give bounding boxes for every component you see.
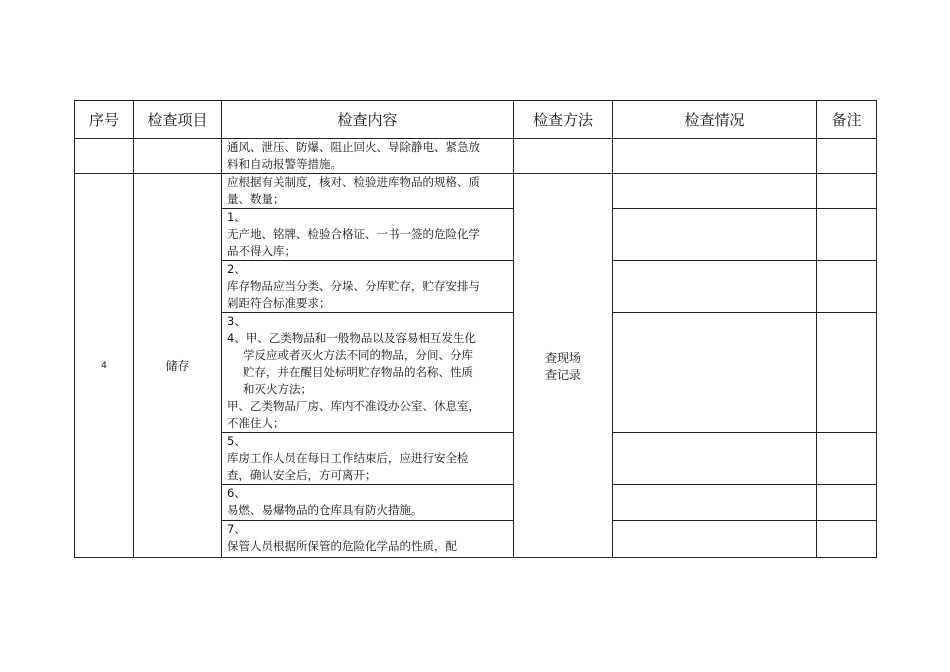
header-remark: 备注 — [817, 101, 877, 139]
remark-cell — [817, 174, 877, 209]
content-line: 库房工作人员在每日工作结束后，应进行安全检 — [227, 451, 469, 465]
content-line: 无产地、铭牌、检验合格证、一书一签的危险化学 — [227, 227, 480, 241]
status-cell — [613, 485, 817, 521]
content-cell — [222, 521, 514, 558]
content-line: 品不得入库； — [227, 244, 296, 258]
status-cell — [613, 433, 817, 485]
content-cell — [222, 313, 514, 433]
remark-cell — [817, 209, 877, 261]
status-cell — [613, 521, 817, 558]
status-cell — [613, 139, 817, 174]
content-line: 剁距符合标准要求； — [227, 296, 331, 310]
content-line: 5、 — [227, 434, 246, 448]
content-line: 查，确认安全后，方可离开； — [227, 468, 377, 482]
remark-cell — [817, 433, 877, 485]
content-line: 量、数量； — [227, 192, 285, 206]
method-cell — [514, 174, 613, 558]
content-line: 和灭火方法； — [243, 382, 312, 396]
seq-cell — [75, 139, 134, 174]
content-cell — [222, 433, 514, 485]
content-line: 4、甲、乙类物品和一般物品以及容易相互发生化 — [227, 331, 476, 345]
content-line: 3、 — [227, 314, 246, 328]
content-line: 易燃、易爆物品的仓库具有防火措施。 — [227, 503, 423, 517]
content-line: 库存物品应当分类、分垛、分库贮存，贮存安排与 — [227, 279, 480, 293]
content-cell — [222, 174, 514, 209]
content-cell — [222, 485, 514, 521]
table-row — [75, 139, 877, 174]
seq-cell: 4 — [75, 174, 134, 558]
header-status: 检查情况 — [613, 101, 817, 139]
status-cell — [613, 209, 817, 261]
content-line: 通风、泄压、防爆、阻止回火、导除静电、紧急放 — [227, 140, 480, 154]
header-item: 检查项目 — [134, 101, 222, 139]
method-line: 查现场 — [544, 350, 581, 365]
content-line: 学反应或者灭火方法不同的物品，分间、分库 — [243, 348, 473, 362]
table-row — [75, 174, 877, 209]
content-line: 6、 — [227, 486, 246, 500]
content-line: 料和自动报警等措施。 — [227, 157, 342, 171]
content-line: 贮存，并在醒目处标明贮存物品的名称、性质 — [243, 365, 473, 379]
content-line: 不准住人； — [227, 416, 285, 430]
content-line: 1、 — [227, 210, 246, 224]
content-cell — [222, 139, 514, 174]
content-line: 7、 — [227, 522, 246, 536]
content-cell — [222, 209, 514, 261]
inspection-table — [74, 100, 877, 558]
content-line: 甲、乙类物品厂房、库内不准设办公室、休息室， — [227, 399, 480, 413]
remark-cell — [817, 139, 877, 174]
method-line: 查记录 — [544, 367, 581, 382]
remark-cell — [817, 521, 877, 558]
remark-cell — [817, 261, 877, 313]
status-cell — [613, 261, 817, 313]
remark-cell — [817, 485, 877, 521]
item-cell: 储存 — [134, 174, 222, 558]
content-cell — [222, 261, 514, 313]
remark-cell — [817, 313, 877, 433]
header-seq: 序号 — [75, 101, 134, 139]
item-cell — [134, 139, 222, 174]
status-cell — [613, 174, 817, 209]
content-line: 应根据有关制度，核对、检验进库物品的规格、质 — [227, 175, 480, 189]
content-line: 保管人员根据所保管的危险化学品的性质，配 — [227, 539, 457, 553]
status-cell — [613, 313, 817, 433]
method-cell — [514, 139, 613, 174]
header-content: 检查内容 — [222, 101, 514, 139]
header-method: 检查方法 — [514, 101, 613, 139]
content-line: 2、 — [227, 262, 246, 276]
header-row — [75, 101, 877, 139]
